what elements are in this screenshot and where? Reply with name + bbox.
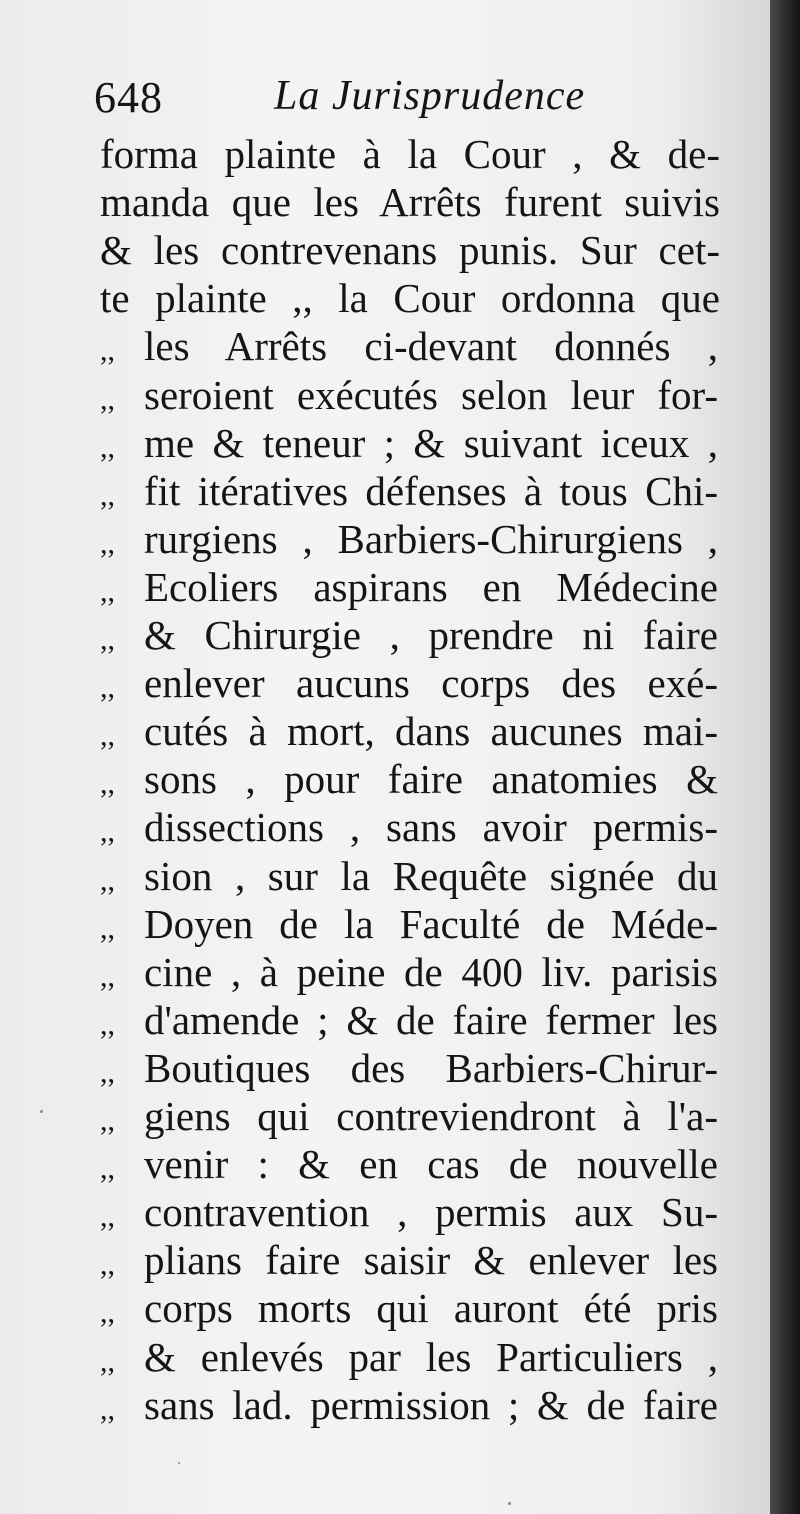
quote-mark: ,, — [100, 527, 115, 560]
text-line: manda que les Arrêts furent suivis — [100, 179, 720, 225]
line-text: cine , à peine de 400 liv. parisis — [144, 949, 718, 995]
line-text: giens qui contreviendront à l'a- — [144, 1093, 718, 1139]
line-text: corps morts qui auront été pris — [144, 1285, 718, 1331]
text-line — [100, 1236, 720, 1284]
quote-mark: ,, — [100, 912, 115, 945]
line-text: Ecoliers aspirans en Médecine — [144, 564, 718, 610]
line-text: dissections , sans avoir permis- — [144, 804, 718, 850]
quote-mark: ,, — [100, 767, 115, 800]
quote-mark: ,, — [100, 1345, 115, 1378]
text-line — [100, 1044, 720, 1092]
line-text: Boutiques des Barbiers-Chirur- — [144, 1045, 718, 1091]
line-text: cutés à mort, dans aucunes mai- — [144, 708, 718, 754]
line-text: sans lad. permission ; & de faire — [144, 1382, 718, 1428]
line-text: contravention , permis aux Su- — [144, 1189, 718, 1235]
quote-mark: ,, — [100, 960, 115, 993]
text-line — [100, 1381, 720, 1429]
quote-mark: ,, — [100, 1200, 115, 1233]
line-text: fit itératives défenses à tous Chi- — [144, 468, 718, 514]
line-text: enlever aucuns corps des exé- — [144, 660, 718, 706]
quote-mark: ,, — [100, 575, 115, 608]
quote-mark: ,, — [100, 1296, 115, 1329]
line-text: les Arrêts ci-devant donnés , — [144, 323, 718, 369]
text-line — [100, 852, 720, 900]
line-text: & Chirurgie , prendre ni faire — [144, 612, 718, 658]
quote-mark: ,, — [100, 671, 115, 704]
line-text: rurgiens , Barbiers-Chirurgiens , — [144, 516, 718, 562]
text-line — [100, 996, 720, 1044]
text-line — [100, 1188, 720, 1236]
page-edge-shadow — [770, 0, 800, 1514]
line-text: sons , pour faire anatomies & — [144, 756, 718, 802]
running-title: La Jurisprudence — [274, 73, 586, 119]
line-text: Doyen de la Faculté de Méde- — [144, 901, 718, 947]
text-line — [100, 322, 720, 370]
quote-mark: ,, — [100, 1393, 115, 1426]
quote-mark: ,, — [100, 623, 115, 656]
line-text: plians faire saisir & enlever les — [144, 1237, 718, 1283]
line-text: venir : & en cas de nouvelle — [144, 1141, 718, 1187]
text-line — [100, 563, 720, 611]
text-line — [100, 948, 720, 996]
text-line — [100, 371, 720, 419]
text-line — [100, 707, 720, 755]
paper-speck — [40, 1110, 43, 1113]
line-text: d'amende ; & de faire fermer les — [144, 997, 718, 1043]
text-line: te plainte ,, la Cour ordonna que — [100, 275, 720, 321]
quote-mark: ,, — [100, 864, 115, 897]
quote-mark: ,, — [100, 1008, 115, 1041]
line-text: sion , sur la Requête signée du — [144, 853, 718, 899]
text-line — [100, 659, 720, 707]
text-line — [100, 803, 720, 851]
quote-mark: ,, — [100, 334, 115, 367]
text-line — [100, 1333, 720, 1381]
text-line — [100, 1140, 720, 1188]
text-line — [100, 611, 720, 659]
text-line — [100, 1284, 720, 1332]
line-text: & enlevés par les Particuliers , — [144, 1334, 718, 1380]
text-line — [100, 467, 720, 515]
text-line — [100, 755, 720, 803]
quote-mark: ,, — [100, 479, 115, 512]
quote-mark: ,, — [100, 815, 115, 848]
page-number: 648 — [94, 73, 163, 122]
quote-mark: ,, — [100, 1104, 115, 1137]
quote-mark: ,, — [100, 1248, 115, 1281]
paper-speck — [178, 1462, 180, 1464]
quote-mark: ,, — [100, 719, 115, 752]
line-text: seroient exécutés selon leur for- — [144, 372, 718, 418]
text-line: & les contrevenans punis. Sur cet- — [100, 227, 720, 273]
line-text: me & teneur ; & suivant iceux , — [144, 420, 718, 466]
quote-mark: ,, — [100, 1152, 115, 1185]
quote-mark: ,, — [100, 1056, 115, 1089]
text-line — [100, 900, 720, 948]
text-line — [100, 515, 720, 563]
text-line — [100, 1092, 720, 1140]
text-line: forma plainte à la Cour , & de- — [100, 131, 720, 177]
quote-mark: ,, — [100, 383, 115, 416]
quote-mark: ,, — [100, 431, 115, 464]
text-line — [100, 419, 720, 467]
paper-speck — [508, 1502, 511, 1505]
